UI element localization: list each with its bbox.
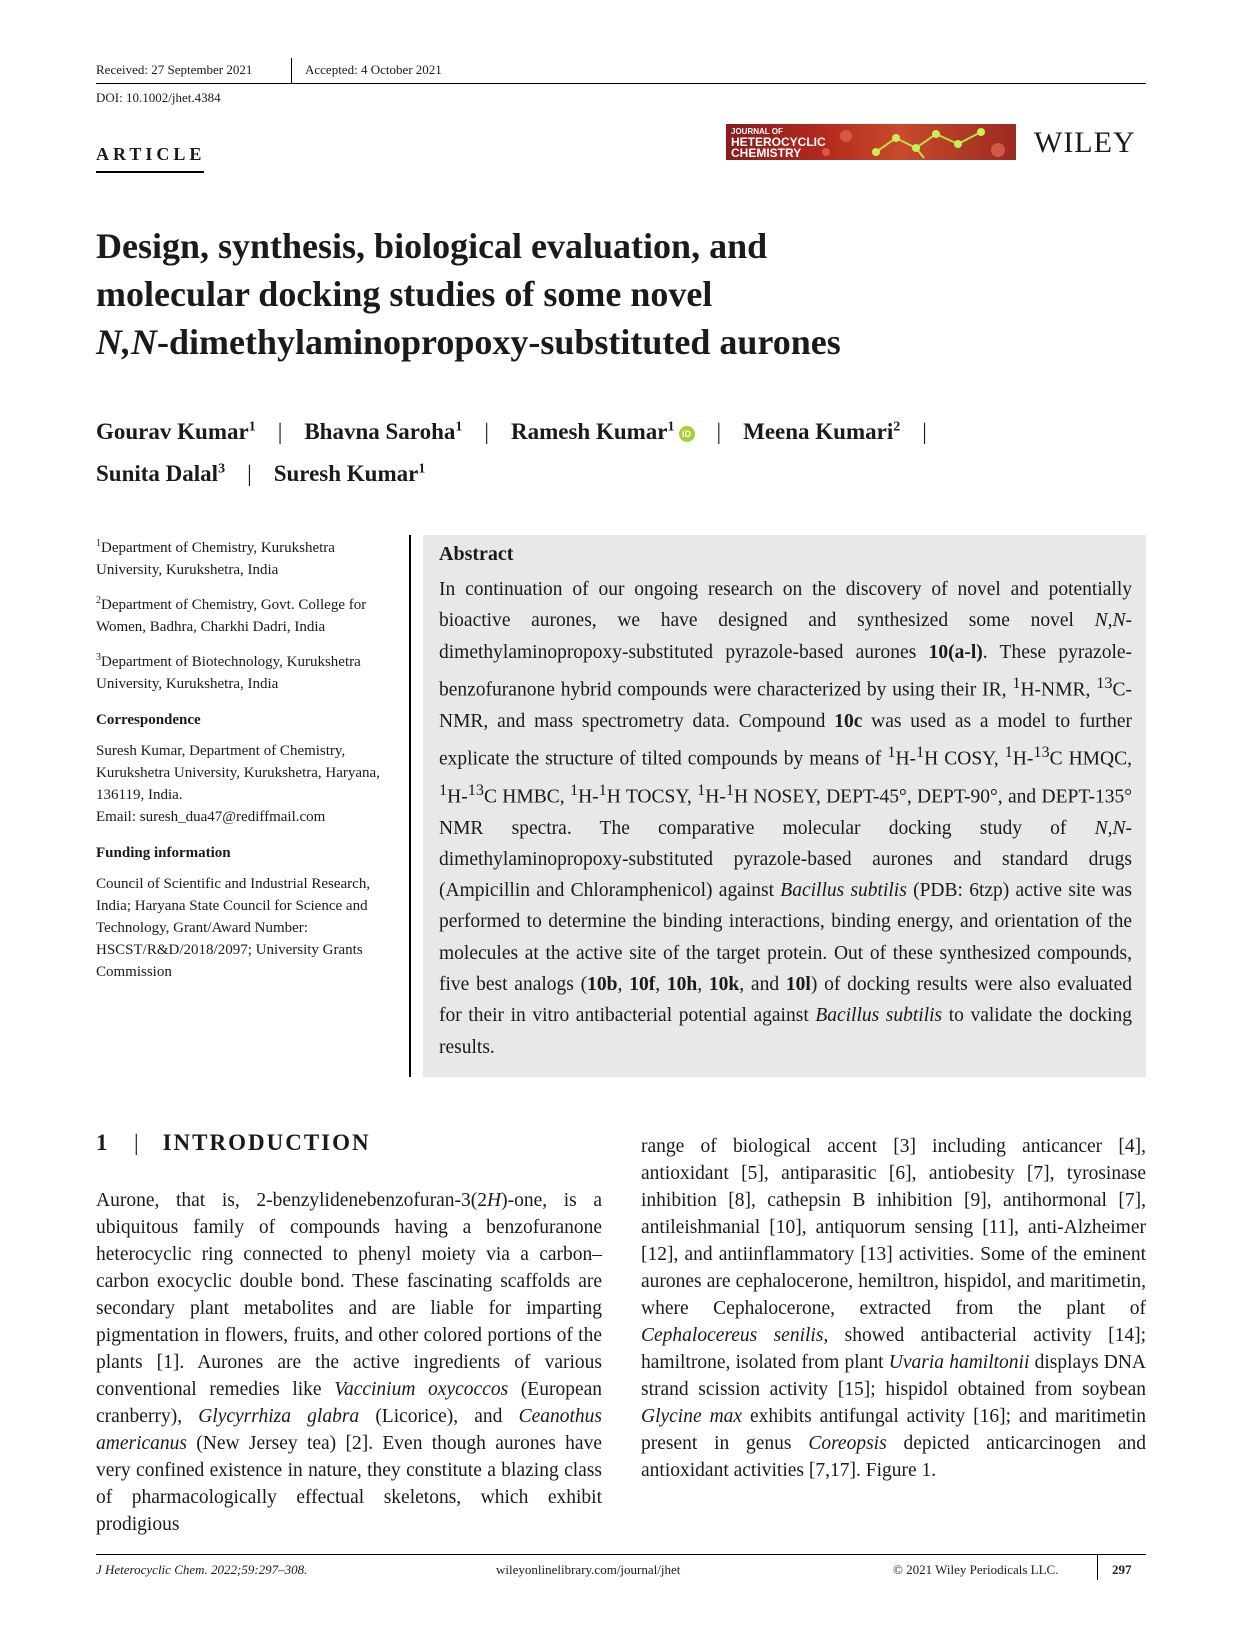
author-list: Gourav Kumar$^1$ | Bhavna Saroha$^1$ | Ramesh Kumar$^1$ iD | Meena Kumari$^2$ | Sunita Dalal$^3$ | Suresh Kumar$^1$ bbox=[96, 418, 927, 487]
author[interactable]: Suresh Kumar$^1$ bbox=[273, 461, 426, 487]
header-separator bbox=[291, 58, 292, 83]
footer-url[interactable]: wileyonlinelibrary.com/journal/jhet bbox=[496, 1562, 681, 1577]
correspondence-heading: Correspondence bbox=[96, 712, 201, 728]
author[interactable]: Meena Kumari$^2$ bbox=[743, 418, 901, 444]
doi: DOI: 10.1002/jhet.4384 bbox=[96, 90, 221, 105]
journal-logo-line1: JOURNAL OF bbox=[731, 127, 783, 136]
received-date: Received: 27 September 2021 bbox=[96, 62, 253, 77]
correspondence-email[interactable]: Email: suresh_dua47@rediffmail.com bbox=[96, 809, 326, 825]
journal-logo-line2: HETEROCYCLIC bbox=[731, 135, 826, 149]
journal-logo bbox=[726, 124, 1016, 160]
journal-logo-line3: CHEMISTRY bbox=[731, 146, 802, 160]
abstract-bar bbox=[409, 535, 411, 1077]
author[interactable]: Bhavna Saroha$^1$ bbox=[304, 418, 463, 444]
orcid-icon[interactable]: iD bbox=[679, 426, 695, 442]
funding-text: Council of Scientific and Industrial Research, India; Haryana State Council for Science and Technology, Grant/Award Number: HSCST/R&D/2018/2097; University Grants Commission bbox=[96, 876, 371, 980]
paper-title bbox=[96, 222, 1096, 366]
footer-separator bbox=[1097, 1554, 1098, 1580]
abstract-heading: Abstract bbox=[439, 543, 514, 565]
accepted-date: Accepted: 4 October 2021 bbox=[305, 62, 442, 77]
funding-heading: Funding information bbox=[96, 845, 231, 861]
article-underline bbox=[96, 171, 204, 173]
author[interactable]: Gourav Kumar$^1$ bbox=[96, 418, 256, 444]
sidebar bbox=[96, 533, 396, 992]
footer-copyright: © 2021 Wiley Periodicals LLC. bbox=[893, 1562, 1059, 1577]
title-line-2: molecular docking studies of some novel bbox=[96, 274, 713, 314]
title-line-3: N,N-dimethylaminopropoxy-substituted aurones bbox=[96, 322, 841, 362]
author[interactable]: Sunita Dalal$^3$ bbox=[96, 461, 226, 487]
footer-rule bbox=[96, 1554, 1146, 1555]
intro-left-column: Aurone, that is, 2-benzylidenebenzofuran-3(2H)-one, is a ubiquitous family of compounds having a benzofuranone heterocyclic ring connected to phenyl moiety via a carbon–carbon exocyclic double bond. These fascinating scaffolds are secondary plant metabolites and are liable for imparting pigmentation in flowers, fruits, and other colored portions of the plants [1]. Aurones are the active ingredients of various conventional remedies like Vaccinium oxycoccos (European cranberry), Glycyrrhiza glabra (Licorice), and Ceanothus americanus (New Jersey tea) [2]. Even though aurones have very confined existence in nature, they constitute a blazing class of pharmacologically effectual skeletons, which exhibit prodigious bbox=[96, 1190, 602, 1535]
publisher-logo: WILEY bbox=[1034, 126, 1136, 159]
footer-citation: J Heterocyclic Chem. 2022;59:297–308. bbox=[96, 1562, 308, 1577]
affiliation: $^2$Department of Chemistry, Govt. College for Women, Badhra, Charkhi Dadri, India bbox=[96, 595, 367, 635]
correspondence-text: Suresh Kumar, Department of Chemistry, Kurukshetra University, Kurukshetra, Haryana, 136119, India. bbox=[96, 743, 380, 803]
header-rule bbox=[96, 83, 1146, 84]
abstract-box bbox=[423, 535, 1146, 1077]
page-number: 297 bbox=[1112, 1562, 1132, 1577]
title-line-1: Design, synthesis, biological evaluation, and bbox=[96, 226, 768, 266]
article-label: ARTICLE bbox=[96, 144, 206, 164]
section-heading: 1 | INTRODUCTION bbox=[96, 1130, 371, 1155]
abstract-text: In continuation of our ongoing research on the discovery of novel and potentially bioactive aurones, we have designed and synthesized some novel N,N-dimethylaminopropoxy-substituted pyrazole-based aurones 10(a-l). These pyrazole-benzofuranone hybrid compounds were characterized by using their IR, $^1$H-NMR, $^{13}$C-NMR, and mass spectrometry data. Compound 10c was used as a model to further explicate the structure of tilted compounds by means of $^1$H-$^1$H COSY, $^1$H-$^{13}$C HMQC, $^1$H-$^{13}$C HMBC, $^1$H-$^1$H TOCSY, $^1$H-$^1$H NOSEY, DEPT-45°, DEPT-90°, and DEPT-135° NMR spectra. The comparative molecular docking study of N,N-dimethylaminopropoxy-substituted pyrazole-based aurones and standard drugs (Ampicillin and Chloramphenicol) against Bacillus subtilis (PDB: 6tzp) active site was performed to determine the binding interactions, binding energy, and orientation of the molecules at the active site of the target protein. Out of these synthesized compounds, five best analogs (10b, 10f, 10h, 10k, and 10l) of docking results were also evaluated for their in vitro antibacterial potential against Bacillus subtilis to validate the docking results. bbox=[439, 579, 1133, 1058]
intro-right-column: range of biological accent [3] including anticancer [4], antioxidant [5], antiparasitic [6], antiobesity [7], tyrosinase inhibition [8], cathepsin B inhibition [9], antihormonal [7], antileishmanial [10], antiquorum sensing [11], anti-Alzheimer [12], and antiinflammatory [13] activities. Some of the eminent aurones are cephalocerone, hemiltron, hispidol, and maritimetin, where Cephalocerone, extracted from the plant of Cephalocereus senilis, showed antibacterial activity [14]; hamiltrone, isolated from plant Uvaria hamiltonii displays DNA strand scission activity [15]; hispidol obtained from soybean Glycine max exhibits antifungal activity [16]; and maritimetin present in genus Coreopsis depicted anticarcinogen and antioxidant activities [7,17]. Figure 1. bbox=[641, 1136, 1146, 1481]
affiliation: $^1$Department of Chemistry, Kurukshetra University, Kurukshetra, India bbox=[96, 538, 335, 578]
author[interactable]: Ramesh Kumar$^1$ bbox=[510, 418, 675, 444]
affiliation: $^3$Department of Biotechnology, Kurukshetra University, Kurukshetra, India bbox=[96, 652, 361, 692]
